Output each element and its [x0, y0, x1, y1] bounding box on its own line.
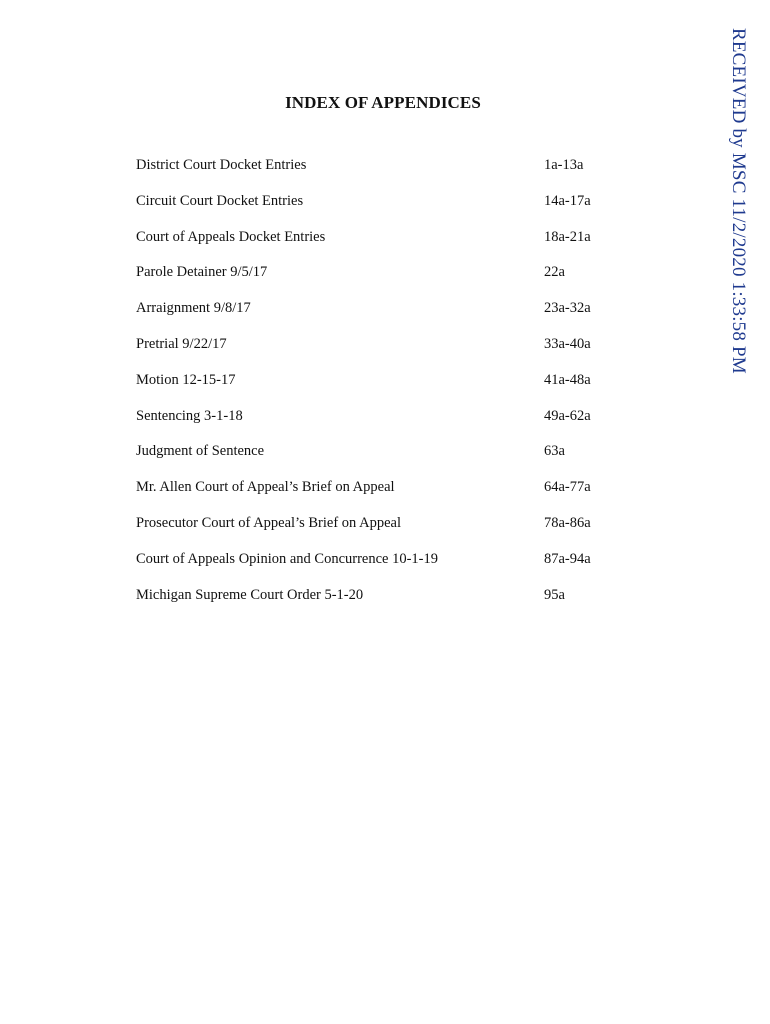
entry-pages: 1a-13a	[544, 157, 584, 173]
index-entry	[136, 370, 616, 406]
index-entry	[136, 227, 616, 263]
entry-label: Court of Appeals Opinion and Concurrence 10-1-19	[136, 550, 439, 567]
appendix-index-list	[136, 155, 616, 620]
entry-label: Sentencing 3-1-18	[136, 407, 243, 424]
entry-label: Parole Detainer 9/5/17	[136, 264, 268, 281]
entry-pages: 87a-94a	[544, 550, 591, 567]
index-entry	[136, 513, 616, 549]
entry-label: Circuit Court Docket Entries	[136, 192, 304, 209]
index-entry	[136, 549, 616, 585]
index-entry	[136, 191, 616, 227]
index-entry	[136, 298, 616, 334]
index-entry	[136, 155, 616, 191]
entry-label: Pretrial 9/22/17	[136, 335, 227, 352]
entry-pages: 18a-21a	[544, 228, 591, 245]
entry-label: Court of Appeals Docket Entries	[136, 228, 326, 245]
entry-pages: 63a	[544, 443, 565, 460]
entry-label: Judgment of Sentence	[136, 443, 265, 460]
index-entry	[136, 262, 616, 298]
index-entry	[136, 334, 616, 370]
received-stamp: RECEIVED by MSC 11/2/2020 1:33:58 PM	[728, 28, 749, 374]
entry-pages: 78a-86a	[544, 514, 591, 531]
index-entry	[136, 406, 616, 442]
entry-pages: 64a-77a	[544, 479, 591, 496]
index-entry	[136, 477, 616, 513]
entry-pages: 49a-62a	[544, 407, 591, 424]
index-entry	[136, 585, 616, 621]
entry-pages: 14a-17a	[544, 192, 591, 209]
entry-label: Motion 12-15-17	[136, 371, 236, 388]
entry-pages: 23a-32a	[544, 300, 591, 317]
entry-label: Arraignment 9/8/17	[136, 300, 251, 317]
entry-label: Michigan Supreme Court Order 5-1-20	[136, 586, 364, 603]
entry-label: District Court Docket Entries	[136, 157, 307, 173]
entry-pages: 41a-48a	[544, 371, 591, 388]
entry-pages: 22a	[544, 264, 565, 281]
entry-pages: 95a	[544, 586, 565, 603]
page-title: INDEX OF APPENDICES	[285, 93, 481, 112]
entry-label: Mr. Allen Court of Appeal’s Brief on Appeal	[136, 479, 395, 496]
entry-pages: 33a-40a	[544, 335, 591, 352]
entry-label: Prosecutor Court of Appeal’s Brief on Appeal	[136, 514, 401, 531]
index-entry	[136, 441, 616, 477]
